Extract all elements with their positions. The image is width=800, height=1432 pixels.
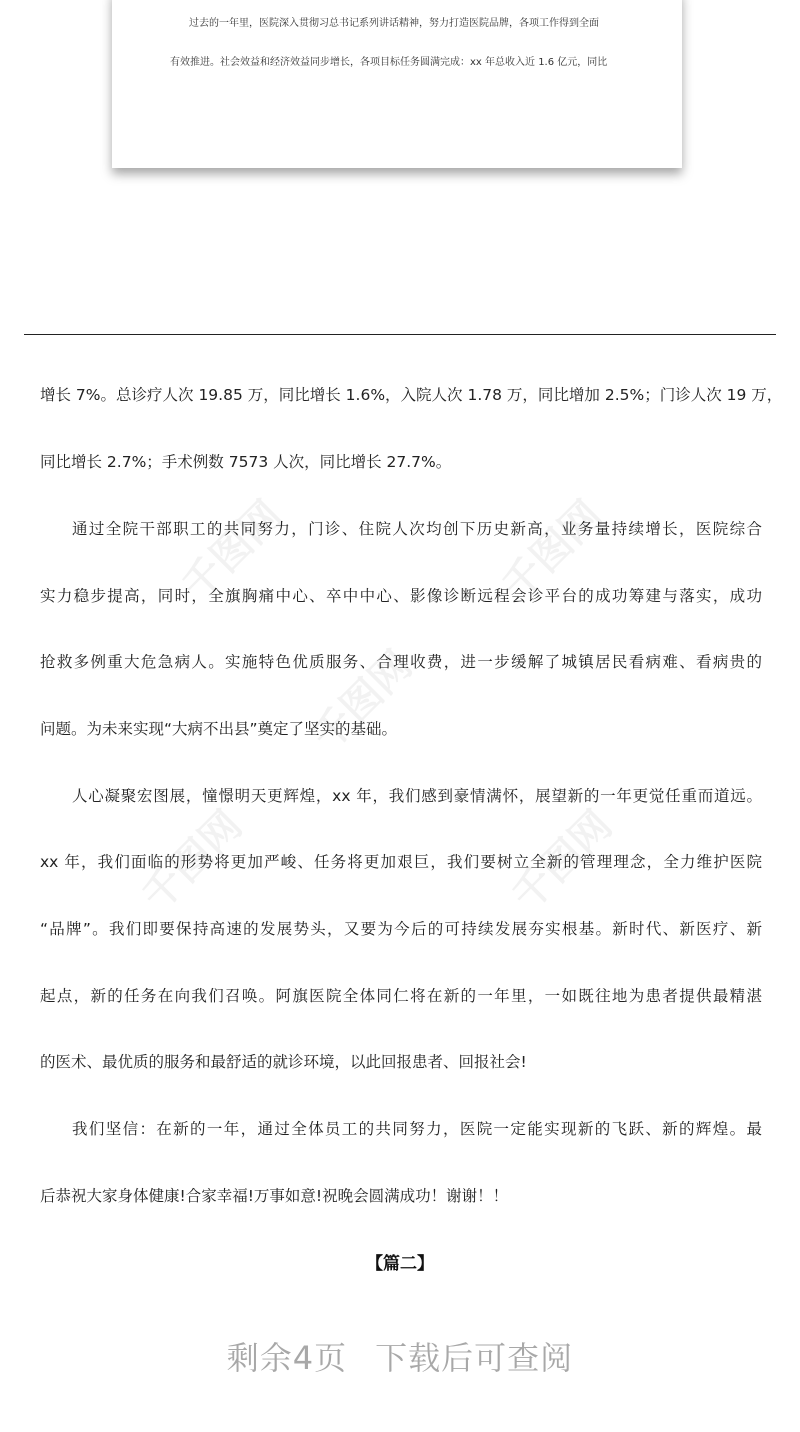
- remaining-pages-label: 剩余4页: [226, 1339, 348, 1377]
- download-label[interactable]: 下载后可查阅: [375, 1339, 574, 1377]
- body-line: 的医术、最优质的服务和最舒适的就诊环境，以此回报患者、回报社会!: [40, 1053, 527, 1071]
- body-line: 抢救多例重大危急病人。实施特色优质服务、合理收费，进一步缓解了城镇居民看病难、看病贵的: [40, 653, 762, 671]
- body-line: 增长 7%。总诊疗人次 19.85 万，同比增长 1.6%，入院人次 1.78 万，同比增加 2.5%；门诊人次 19 万，: [40, 386, 783, 404]
- page-divider: [24, 334, 776, 335]
- body-line: 人心凝聚宏图展，憧憬明天更辉煌，xx 年，我们感到豪情满怀，展望新的一年更觉任重而道远。: [72, 787, 762, 805]
- watermark: 千图网: [503, 802, 622, 920]
- body-line: 通过全院干部职工的共同努力，门诊、住院人次均创下历史新高，业务量持续增长，医院综合: [72, 520, 762, 538]
- body-line: “品牌”。我们即要保持高速的发展势头，又要为今后的可持续发展夯实根基。新时代、新医疗、新: [40, 920, 762, 938]
- preview-line: 过去的一年里，医院深入贯彻习总书记系列讲话精神，努力打造医院品牌，各项工作得到全面: [189, 18, 599, 29]
- body-line: xx 年，我们面临的形势将更加严峻、任务将更加艰巨，我们要树立全新的管理理念，全力维护医院: [40, 853, 762, 871]
- preview-line: 有效推进。社会效益和经济效益同步增长，各项目标任务圆满完成：xx 年总收入近 1.6 亿元，同比: [170, 57, 608, 68]
- body-line: 实力稳步提高，同时，全旗胸痛中心、卒中中心、影像诊断远程会诊平台的成功筹建与落实，成功: [40, 587, 762, 605]
- watermark: 千图网: [173, 492, 292, 610]
- section-heading: 【篇二】: [366, 1254, 434, 1274]
- watermark: 千图网: [303, 642, 422, 760]
- watermark: 千图网: [493, 492, 612, 610]
- preview-card: [112, 0, 682, 168]
- watermark: 千图网: [133, 802, 252, 920]
- body-line: 问题。为未来实现“大病不出县”奠定了坚实的基础。: [40, 720, 398, 738]
- body-line: 后恭祝大家身体健康!合家幸福!万事如意!祝晚会圆满成功！谢谢！！: [40, 1187, 509, 1205]
- download-prompt[interactable]: [0, 1333, 800, 1379]
- body-line: 同比增长 2.7%；手术例数 7573 人次，同比增长 27.7%。: [40, 453, 452, 471]
- body-line: 起点，新的任务在向我们召唤。阿旗医院全体同仁将在新的一年里，一如既往地为患者提供最精湛: [40, 987, 762, 1005]
- body-line: 我们坚信：在新的一年，通过全体员工的共同努力，医院一定能实现新的飞跃、新的辉煌。最: [72, 1120, 762, 1138]
